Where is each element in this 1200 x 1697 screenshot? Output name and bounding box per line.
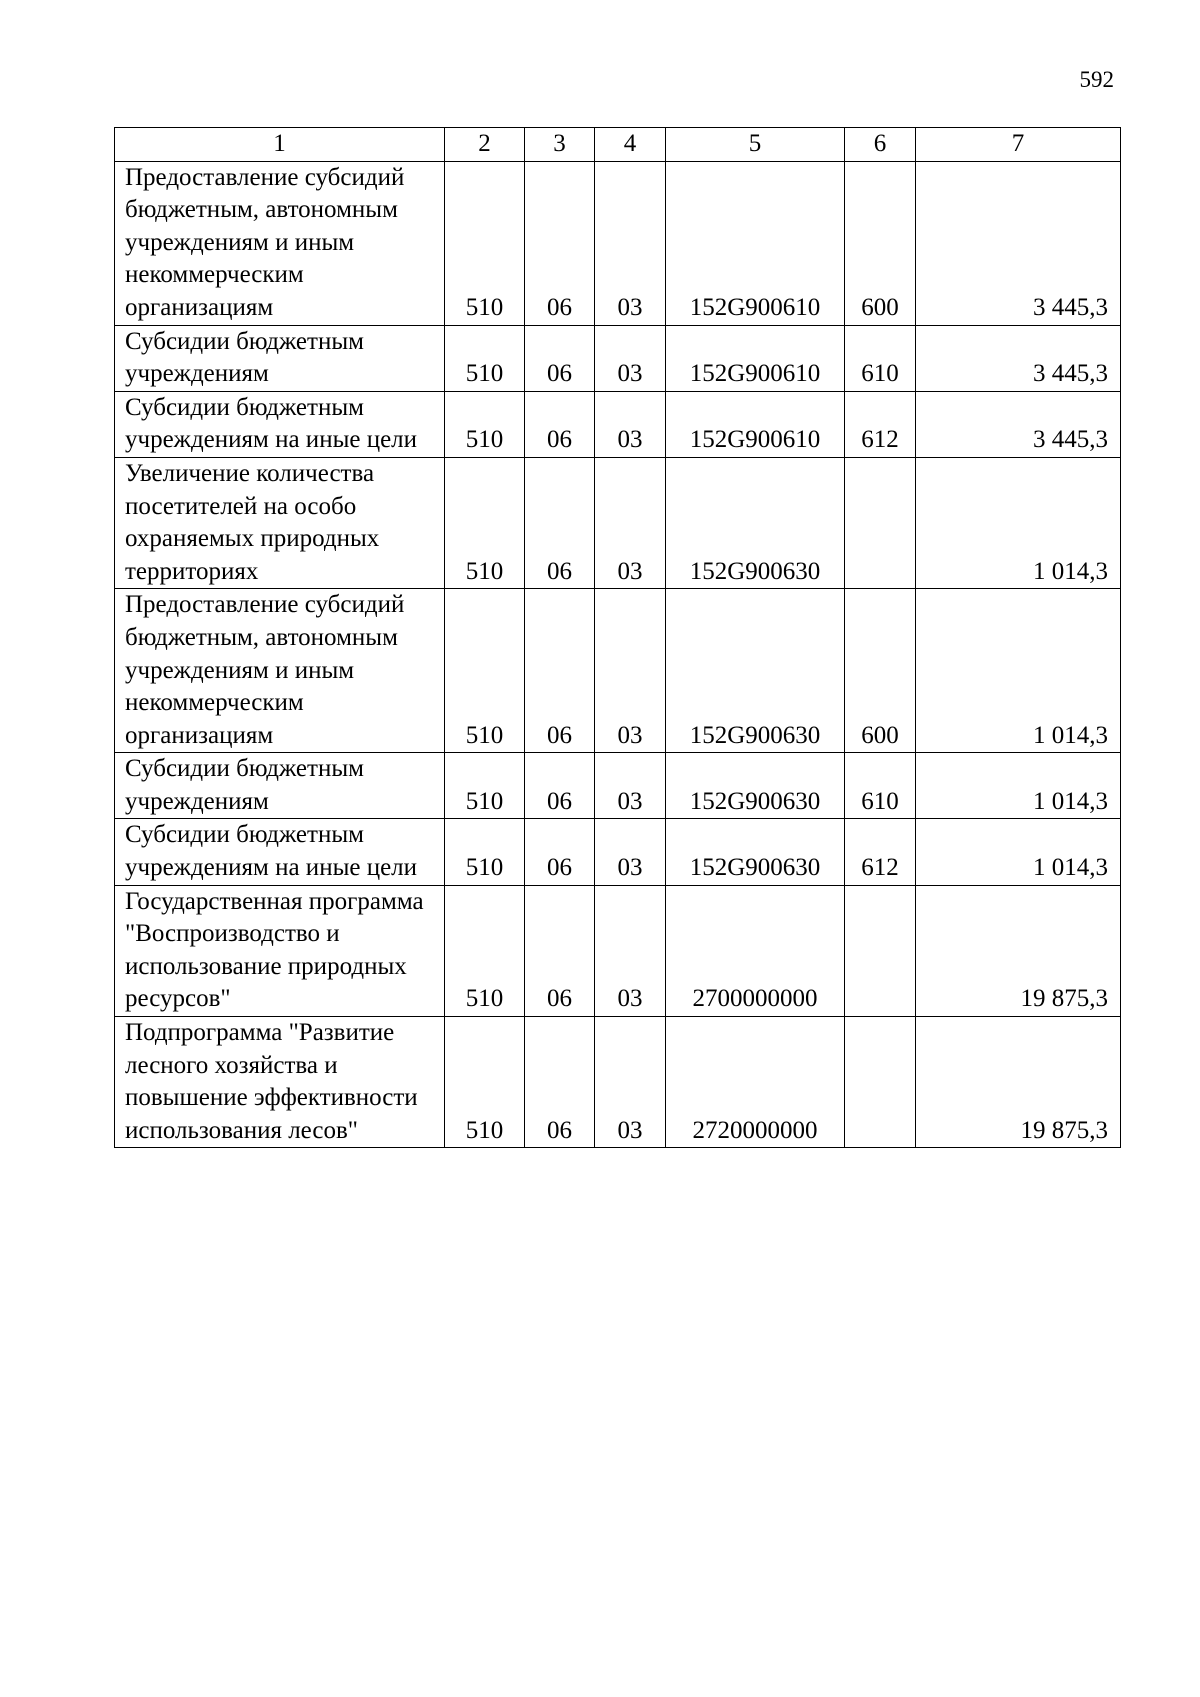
table-row: [115, 1017, 1121, 1148]
header-cell: 3: [525, 128, 595, 162]
row-col-5: 152G900630: [666, 589, 845, 753]
row-col-5: 152G900610: [666, 161, 845, 325]
row-col-5: 152G900630: [666, 753, 845, 819]
header-cell: 5: [666, 128, 845, 162]
row-name: Государственная программа "Воспроизводство и использование природных ресурсов": [115, 885, 445, 1016]
table-row: [115, 457, 1121, 588]
row-col-3: 06: [525, 391, 595, 457]
row-name: Субсидии бюджетным учреждениям на иные цели: [115, 391, 445, 457]
row-col-3: 06: [525, 753, 595, 819]
row-col-4: 03: [595, 885, 666, 1016]
row-col-5: 2720000000: [666, 1017, 845, 1148]
row-col-3: 06: [525, 161, 595, 325]
row-col-3: 06: [525, 325, 595, 391]
row-col-3: 06: [525, 457, 595, 588]
table-header-row: [115, 128, 1121, 162]
row-col-6: 600: [845, 161, 916, 325]
row-col-3: 06: [525, 589, 595, 753]
table-row: [115, 589, 1121, 753]
row-col-4: 03: [595, 391, 666, 457]
row-amount: 19 875,3: [916, 1017, 1121, 1148]
row-name: Субсидии бюджетным учреждениям: [115, 753, 445, 819]
row-col-5: 152G900630: [666, 819, 845, 885]
page-number: 592: [1079, 67, 1114, 92]
row-col-6: [845, 457, 916, 588]
table-row: [115, 753, 1121, 819]
header-cell: 4: [595, 128, 666, 162]
row-col-4: 03: [595, 589, 666, 753]
row-col-5: 2700000000: [666, 885, 845, 1016]
row-name: Подпрограмма "Развитие лесного хозяйства и повышение эффективности использования лесов": [115, 1017, 445, 1148]
row-amount: 3 445,3: [916, 325, 1121, 391]
row-name: Предоставление субсидий бюджетным, автономным учреждениям и иным некоммерческим организациям: [115, 161, 445, 325]
row-col-2: 510: [445, 885, 525, 1016]
row-col-2: 510: [445, 325, 525, 391]
row-name: Субсидии бюджетным учреждениям на иные цели: [115, 819, 445, 885]
row-col-6: [845, 885, 916, 1016]
row-col-2: 510: [445, 391, 525, 457]
row-amount: 1 014,3: [916, 589, 1121, 753]
row-col-4: 03: [595, 457, 666, 588]
row-col-6: 610: [845, 325, 916, 391]
row-amount: 3 445,3: [916, 161, 1121, 325]
row-col-2: 510: [445, 589, 525, 753]
row-name: Субсидии бюджетным учреждениям: [115, 325, 445, 391]
row-col-5: 152G900610: [666, 391, 845, 457]
row-amount: 19 875,3: [916, 885, 1121, 1016]
row-col-2: 510: [445, 457, 525, 588]
row-col-5: 152G900630: [666, 457, 845, 588]
row-col-2: 510: [445, 1017, 525, 1148]
row-col-3: 06: [525, 819, 595, 885]
table-body: [115, 161, 1121, 1148]
row-col-3: 06: [525, 885, 595, 1016]
table-row: [115, 819, 1121, 885]
row-name: Увеличение количества посетителей на особо охраняемых природных территориях: [115, 457, 445, 588]
row-col-6: 612: [845, 391, 916, 457]
row-col-2: 510: [445, 161, 525, 325]
table-row: [115, 161, 1121, 325]
table-row: [115, 885, 1121, 1016]
row-col-5: 152G900610: [666, 325, 845, 391]
row-col-3: 06: [525, 1017, 595, 1148]
row-amount: 1 014,3: [916, 457, 1121, 588]
row-col-4: 03: [595, 753, 666, 819]
row-col-6: 600: [845, 589, 916, 753]
header-cell: 7: [916, 128, 1121, 162]
row-col-2: 510: [445, 819, 525, 885]
row-col-6: [845, 1017, 916, 1148]
row-col-6: 610: [845, 753, 916, 819]
row-col-4: 03: [595, 161, 666, 325]
row-name: Предоставление субсидий бюджетным, автономным учреждениям и иным некоммерческим организациям: [115, 589, 445, 753]
header-cell: 1: [115, 128, 445, 162]
row-amount: 1 014,3: [916, 819, 1121, 885]
row-col-6: 612: [845, 819, 916, 885]
row-col-4: 03: [595, 325, 666, 391]
row-amount: 3 445,3: [916, 391, 1121, 457]
row-col-2: 510: [445, 753, 525, 819]
row-amount: 1 014,3: [916, 753, 1121, 819]
row-col-4: 03: [595, 1017, 666, 1148]
row-col-4: 03: [595, 819, 666, 885]
table-row: [115, 391, 1121, 457]
header-cell: 6: [845, 128, 916, 162]
budget-table: [114, 127, 1121, 1148]
header-cell: 2: [445, 128, 525, 162]
table-row: [115, 325, 1121, 391]
